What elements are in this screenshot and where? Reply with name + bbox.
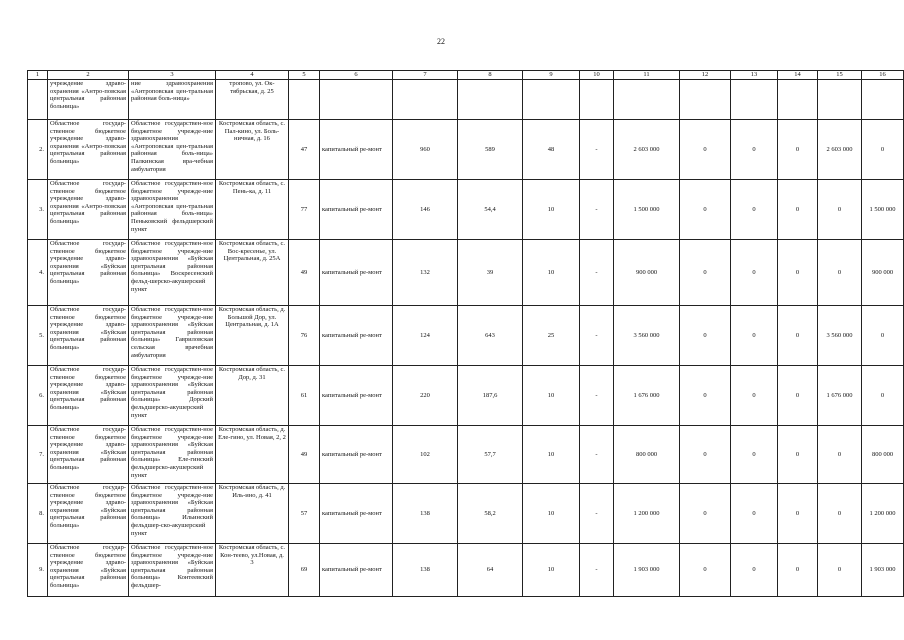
col8-cell: 54,4	[458, 180, 523, 240]
col15-cell: 1 676 000	[818, 366, 862, 426]
col9-cell: 10	[523, 366, 580, 426]
col8-cell: 643	[458, 306, 523, 366]
col15-cell: 0	[818, 426, 862, 484]
col11-cell: 1 903 000	[614, 544, 680, 597]
col13-cell: 0	[731, 484, 778, 544]
col12-cell: 0	[680, 484, 731, 544]
row-number: 4.	[28, 240, 48, 306]
customer-cell: Областное государ-ственное бюджетное учреждение здраво-охранения «Буйская центральная районная больница»	[48, 366, 129, 426]
col5-cell: 49	[289, 426, 320, 484]
col9-cell: 25	[523, 306, 580, 366]
col10-cell	[580, 80, 614, 120]
col12-cell: 0	[680, 180, 731, 240]
address-cell: Костромская область, с. Вос-кресенье, ул. Центральная, д. 25А	[216, 240, 289, 306]
col9-cell: 10	[523, 484, 580, 544]
work-type-cell: капитальный ре-монт	[320, 240, 393, 306]
col11-cell: 900 000	[614, 240, 680, 306]
row-number: 3.	[28, 180, 48, 240]
work-type-cell: капитальный ре-монт	[320, 120, 393, 180]
column-header: 5	[289, 71, 320, 80]
col7-cell: 138	[393, 544, 458, 597]
col12-cell: 0	[680, 240, 731, 306]
customer-cell: Областное государ-ственное бюджетное учреждение здраво-охранения «Антро-повская центральная районная больница»	[48, 180, 129, 240]
col8-cell: 64	[458, 544, 523, 597]
table-row	[28, 484, 904, 544]
col14-cell: 0	[778, 366, 818, 426]
col12-cell: 0	[680, 366, 731, 426]
col7-cell: 220	[393, 366, 458, 426]
col15-cell: 0	[818, 544, 862, 597]
col7-cell: 102	[393, 426, 458, 484]
col5-cell: 57	[289, 484, 320, 544]
col11-cell	[614, 80, 680, 120]
col10-cell: -	[580, 426, 614, 484]
col14-cell: 0	[778, 306, 818, 366]
col16-cell: 1 200 000	[862, 484, 904, 544]
work-type-cell: капитальный ре-монт	[320, 484, 393, 544]
col12-cell: 0	[680, 120, 731, 180]
table-row	[28, 306, 904, 366]
col14-cell: 0	[778, 484, 818, 544]
col7-cell: 124	[393, 306, 458, 366]
address-cell: Костромская область, с. Пень-ка, д. 11	[216, 180, 289, 240]
row-number: 2.	[28, 120, 48, 180]
row-number: 7.	[28, 426, 48, 484]
col7-cell: 138	[393, 484, 458, 544]
customer-cell: Областное государ-ственное бюджетное учреждение здраво-охранения «Буйская центральная районная больница»	[48, 544, 129, 597]
col13-cell	[731, 80, 778, 120]
col16-cell: 0	[862, 306, 904, 366]
col9-cell: 48	[523, 120, 580, 180]
work-type-cell: капитальный ре-монт	[320, 544, 393, 597]
col13-cell: 0	[731, 180, 778, 240]
col16-cell: 0	[862, 120, 904, 180]
column-header: 3	[129, 71, 216, 80]
work-type-cell: капитальный ре-монт	[320, 366, 393, 426]
col16-cell: 0	[862, 366, 904, 426]
col10-cell: -	[580, 120, 614, 180]
col9-cell: 10	[523, 240, 580, 306]
col9-cell: 10	[523, 426, 580, 484]
column-header: 1	[28, 71, 48, 80]
facility-cell: Областное государствен-ное бюджетное учрежде-ние здравоохранения «Буйская центральная районная больница» Гавриловская сельская врачебная амбулатория	[129, 306, 216, 366]
col10-cell: -	[580, 180, 614, 240]
work-type-cell: капитальный ре-монт	[320, 306, 393, 366]
customer-cell: учреждение здраво-охранения «Антро-повская центральная районная больница»	[48, 80, 129, 120]
row-number: 6.	[28, 366, 48, 426]
column-header: 14	[778, 71, 818, 80]
col10-cell: -	[580, 484, 614, 544]
col11-cell: 800 000	[614, 426, 680, 484]
table-row	[28, 544, 904, 597]
facility-cell: Областное государствен-ное бюджетное учрежде-ние здравоохранения «Антроповская цен-тральная районная боль-ница» Палкинская вра-чебная амбулатория	[129, 120, 216, 180]
column-header: 10	[580, 71, 614, 80]
address-cell: Костромская область, д. Иль-ино, д. 41	[216, 484, 289, 544]
col13-cell: 0	[731, 366, 778, 426]
col12-cell: 0	[680, 306, 731, 366]
col5-cell: 49	[289, 240, 320, 306]
col11-cell: 1 676 000	[614, 366, 680, 426]
col15-cell: 0	[818, 240, 862, 306]
facility-cell: Областное государствен-ное бюджетное учрежде-ние здравоохранения «Буйская центральная районная больница» Контеевский фельдшер-	[129, 544, 216, 597]
col15-cell: 0	[818, 484, 862, 544]
address-cell: Костромская область, с. Дор, д. 31	[216, 366, 289, 426]
column-header: 4	[216, 71, 289, 80]
col15-cell: 0	[818, 180, 862, 240]
column-numbers-row	[28, 71, 904, 80]
customer-cell: Областное государ-ственное бюджетное учреждение здраво-охранения «Антро-повская центральная районная больница»	[48, 120, 129, 180]
table-row	[28, 80, 904, 120]
column-header: 12	[680, 71, 731, 80]
col8-cell: 39	[458, 240, 523, 306]
page-number: 22	[437, 37, 445, 46]
col5-cell	[289, 80, 320, 120]
table-row	[28, 180, 904, 240]
work-type-cell: капитальный ре-монт	[320, 180, 393, 240]
column-header: 7	[393, 71, 458, 80]
col5-cell: 69	[289, 544, 320, 597]
customer-cell: Областное государ-ственное бюджетное учреждение здраво-охранения «Буйская центральная районная больница»	[48, 306, 129, 366]
col16-cell: 900 000	[862, 240, 904, 306]
col7-cell: 146	[393, 180, 458, 240]
address-cell: Костромская область, с. Кон-теево, ул.Новая, д. 3	[216, 544, 289, 597]
column-header: 9	[523, 71, 580, 80]
capital-repair-table	[27, 70, 904, 597]
col11-cell: 2 603 000	[614, 120, 680, 180]
column-header: 8	[458, 71, 523, 80]
col15-cell: 2 603 000	[818, 120, 862, 180]
facility-cell: ние здравоохранения «Антроповская цен-тральная районная боль-ница»	[129, 80, 216, 120]
col8-cell: 187,6	[458, 366, 523, 426]
col5-cell: 47	[289, 120, 320, 180]
col11-cell: 1 500 000	[614, 180, 680, 240]
col16-cell	[862, 80, 904, 120]
row-number: 5.	[28, 306, 48, 366]
column-header: 2	[48, 71, 129, 80]
col8-cell: 58,2	[458, 484, 523, 544]
col13-cell: 0	[731, 426, 778, 484]
col9-cell: 10	[523, 180, 580, 240]
address-cell: Костромская область, с. Пал-кино, ул. Боль-ничная, д. 16	[216, 120, 289, 180]
customer-cell: Областное государ-ственное бюджетное учреждение здраво-охранения «Буйская центральная районная больница»	[48, 484, 129, 544]
col10-cell: -	[580, 306, 614, 366]
col15-cell: 3 560 000	[818, 306, 862, 366]
col12-cell: 0	[680, 544, 731, 597]
facility-cell: Областное государствен-ное бюджетное учрежде-ние здравоохранения «Буйская центральная районная больница» Дорский фельдшерско-акушерский пункт	[129, 366, 216, 426]
col14-cell: 0	[778, 240, 818, 306]
col8-cell: 57,7	[458, 426, 523, 484]
row-number: 8.	[28, 484, 48, 544]
col13-cell: 0	[731, 240, 778, 306]
col11-cell: 1 200 000	[614, 484, 680, 544]
facility-cell: Областное государствен-ное бюджетное учрежде-ние здравоохранения «Буйская центральная районная больница» Еле-гинский фельдшерско-акушерский пункт	[129, 426, 216, 484]
col12-cell	[680, 80, 731, 120]
address-cell: Костромская область, д. Большой Дор, ул. Центральная, д. 1А	[216, 306, 289, 366]
col9-cell: 10	[523, 544, 580, 597]
table-row	[28, 240, 904, 306]
column-header: 13	[731, 71, 778, 80]
column-header: 11	[614, 71, 680, 80]
col15-cell	[818, 80, 862, 120]
col7-cell	[393, 80, 458, 120]
col14-cell: 0	[778, 120, 818, 180]
col14-cell: 0	[778, 426, 818, 484]
column-header: 16	[862, 71, 904, 80]
customer-cell: Областное государ-ственное бюджетное учреждение здраво-охранения «Буйская центральная районная больница»	[48, 426, 129, 484]
customer-cell: Областное государ-ственное бюджетное учреждение здраво-охранения «Буйская центральная районная больница»	[48, 240, 129, 306]
column-header: 15	[818, 71, 862, 80]
col8-cell	[458, 80, 523, 120]
col10-cell: -	[580, 544, 614, 597]
table-row	[28, 426, 904, 484]
col13-cell: 0	[731, 544, 778, 597]
address-cell: Костромская область, д. Еле-гино, ул. Новая, 2, 2	[216, 426, 289, 484]
col14-cell	[778, 80, 818, 120]
table-row	[28, 366, 904, 426]
col5-cell: 76	[289, 306, 320, 366]
col14-cell: 0	[778, 180, 818, 240]
col11-cell: 3 560 000	[614, 306, 680, 366]
col12-cell: 0	[680, 426, 731, 484]
row-number	[28, 80, 48, 120]
col13-cell: 0	[731, 306, 778, 366]
row-number: 9.	[28, 544, 48, 597]
col8-cell: 589	[458, 120, 523, 180]
work-type-cell: капитальный ре-монт	[320, 426, 393, 484]
col5-cell: 77	[289, 180, 320, 240]
address-cell: тропово, ул. Ок-тябрьская, д. 25	[216, 80, 289, 120]
col10-cell: -	[580, 240, 614, 306]
facility-cell: Областное государствен-ное бюджетное учрежде-ние здравоохранения «Буйская центральная районная больница» Воскресенский фельд-шерско-акушерский пункт	[129, 240, 216, 306]
col5-cell: 61	[289, 366, 320, 426]
col16-cell: 1 903 000	[862, 544, 904, 597]
facility-cell: Областное государствен-ное бюджетное учрежде-ние здравоохранения «Антроповская цен-тральная районная боль-ница» Пеньковский фельдшерский пункт	[129, 180, 216, 240]
col16-cell: 1 500 000	[862, 180, 904, 240]
column-header: 6	[320, 71, 393, 80]
col14-cell: 0	[778, 544, 818, 597]
col7-cell: 132	[393, 240, 458, 306]
col16-cell: 800 000	[862, 426, 904, 484]
facility-cell: Областное государствен-ное бюджетное учрежде-ние здравоохранения «Буйская центральная районная больница» Ильинский фельдшер-ско-акушерский пункт	[129, 484, 216, 544]
col7-cell: 960	[393, 120, 458, 180]
work-type-cell	[320, 80, 393, 120]
col9-cell	[523, 80, 580, 120]
table-row	[28, 120, 904, 180]
col10-cell: -	[580, 366, 614, 426]
col13-cell: 0	[731, 120, 778, 180]
